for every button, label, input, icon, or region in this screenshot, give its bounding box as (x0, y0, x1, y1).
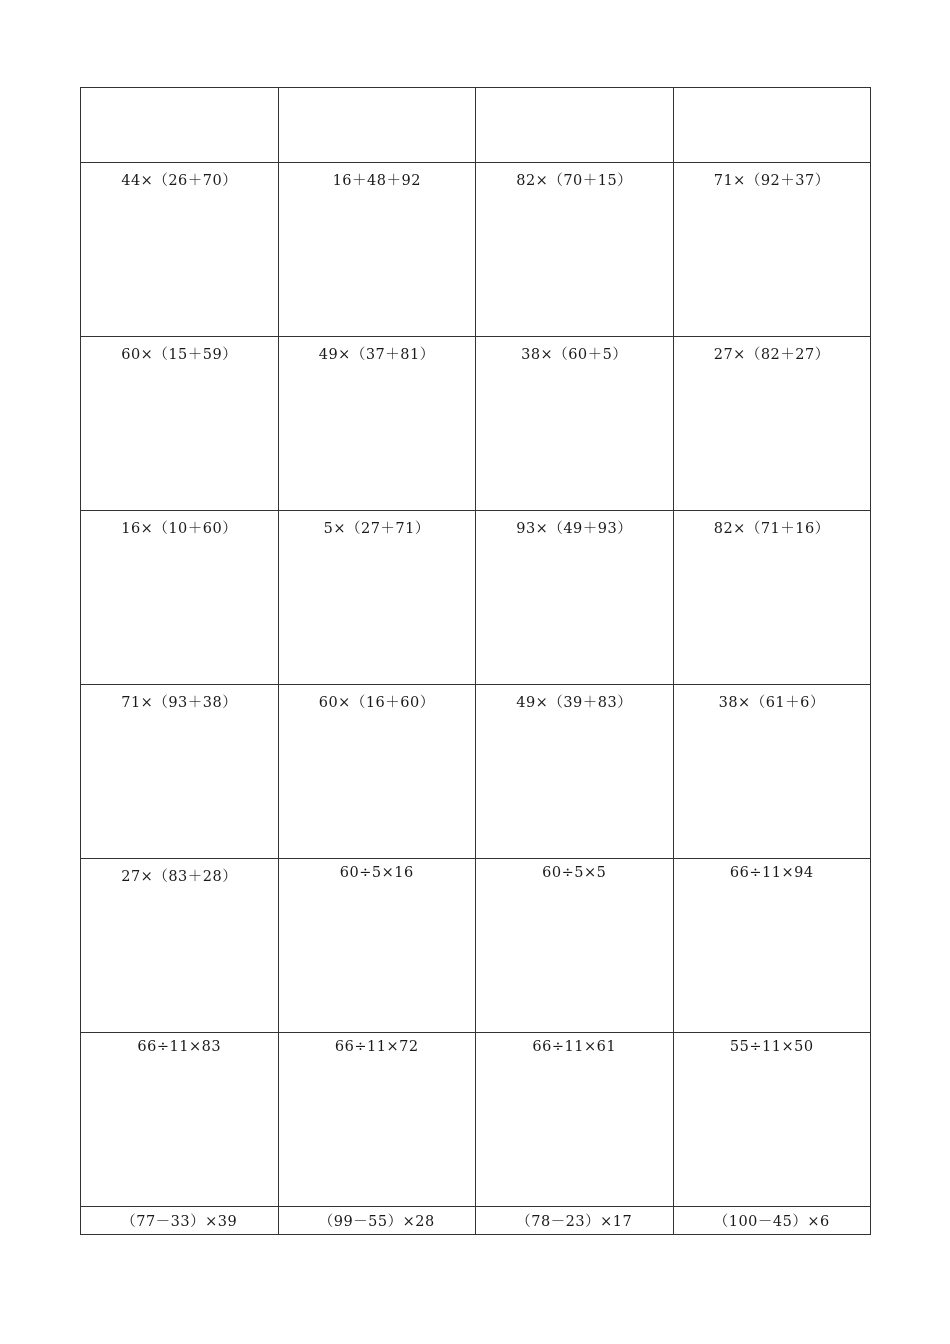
problem-text: 66÷11×61 (532, 1039, 617, 1055)
problem-cell (81, 859, 279, 1033)
problem-cell (476, 859, 674, 1033)
problem-cell (673, 511, 871, 685)
problem-text: （78－23）×17 (516, 1214, 633, 1230)
problem-text: 55÷11×50 (729, 1039, 814, 1055)
problem-cell (278, 1207, 476, 1235)
problem-cell (476, 163, 674, 337)
problem-text: （77－33）×39 (121, 1214, 238, 1230)
problem-text: 60÷5×5 (542, 865, 607, 881)
problem-text: 66÷11×83 (137, 1039, 222, 1055)
problem-text: 93×（49＋93） (516, 521, 633, 537)
problem-cell (278, 163, 476, 337)
problem-cell (278, 859, 476, 1033)
problem-cell (673, 163, 871, 337)
problem-text: 27×（82＋27） (713, 347, 830, 363)
problem-row (81, 511, 871, 685)
header-cell (476, 88, 674, 163)
problem-row-last (81, 1207, 871, 1235)
problem-text: 16＋48＋92 (332, 173, 421, 189)
problem-cell (673, 1033, 871, 1207)
problem-text: 16×（10＋60） (121, 521, 238, 537)
problem-cell (476, 685, 674, 859)
problem-text: 60×（16＋60） (318, 695, 435, 711)
problem-cell (81, 511, 279, 685)
problem-cell (81, 1207, 279, 1235)
problem-text: 38×（60＋5） (521, 347, 628, 363)
problem-text: 44×（26＋70） (121, 173, 238, 189)
header-cell (81, 88, 279, 163)
problem-cell (81, 685, 279, 859)
problem-text: 71×（92＋37） (713, 173, 830, 189)
problem-row (81, 859, 871, 1033)
problem-cell (81, 1033, 279, 1207)
problem-cell (673, 685, 871, 859)
header-cell (278, 88, 476, 163)
problem-cell (476, 337, 674, 511)
header-cell (673, 88, 871, 163)
problem-text: 27×（83＋28） (121, 869, 238, 885)
problem-cell (278, 1033, 476, 1207)
problem-text: 60×（15＋59） (121, 347, 238, 363)
problem-text: 49×（37＋81） (318, 347, 435, 363)
problem-text: 60÷5×16 (339, 865, 414, 881)
problem-cell (673, 337, 871, 511)
problem-cell (81, 163, 279, 337)
problem-text: （100－45）×6 (713, 1214, 830, 1230)
problem-text: 49×（39＋83） (516, 695, 633, 711)
problem-cell (476, 511, 674, 685)
problem-row (81, 685, 871, 859)
header-row (81, 88, 871, 163)
problem-cell (673, 859, 871, 1033)
problem-row (81, 1033, 871, 1207)
problem-text: 82×（71＋16） (713, 521, 830, 537)
problem-row (81, 337, 871, 511)
problem-row (81, 163, 871, 337)
problem-cell (476, 1207, 674, 1235)
problem-cell (278, 511, 476, 685)
problem-cell (81, 337, 279, 511)
problem-text: 5×（27＋71） (323, 521, 430, 537)
worksheet-table (80, 87, 871, 1235)
problem-text: （99－55）×28 (318, 1214, 435, 1230)
problem-text: 66÷11×94 (729, 865, 814, 881)
problem-text: 66÷11×72 (334, 1039, 419, 1055)
problem-text: 38×（61＋6） (718, 695, 825, 711)
problem-cell (278, 337, 476, 511)
problem-text: 71×（93＋38） (121, 695, 238, 711)
problem-cell (673, 1207, 871, 1235)
problem-cell (278, 685, 476, 859)
problem-text: 82×（70＋15） (516, 173, 633, 189)
problem-cell (476, 1033, 674, 1207)
